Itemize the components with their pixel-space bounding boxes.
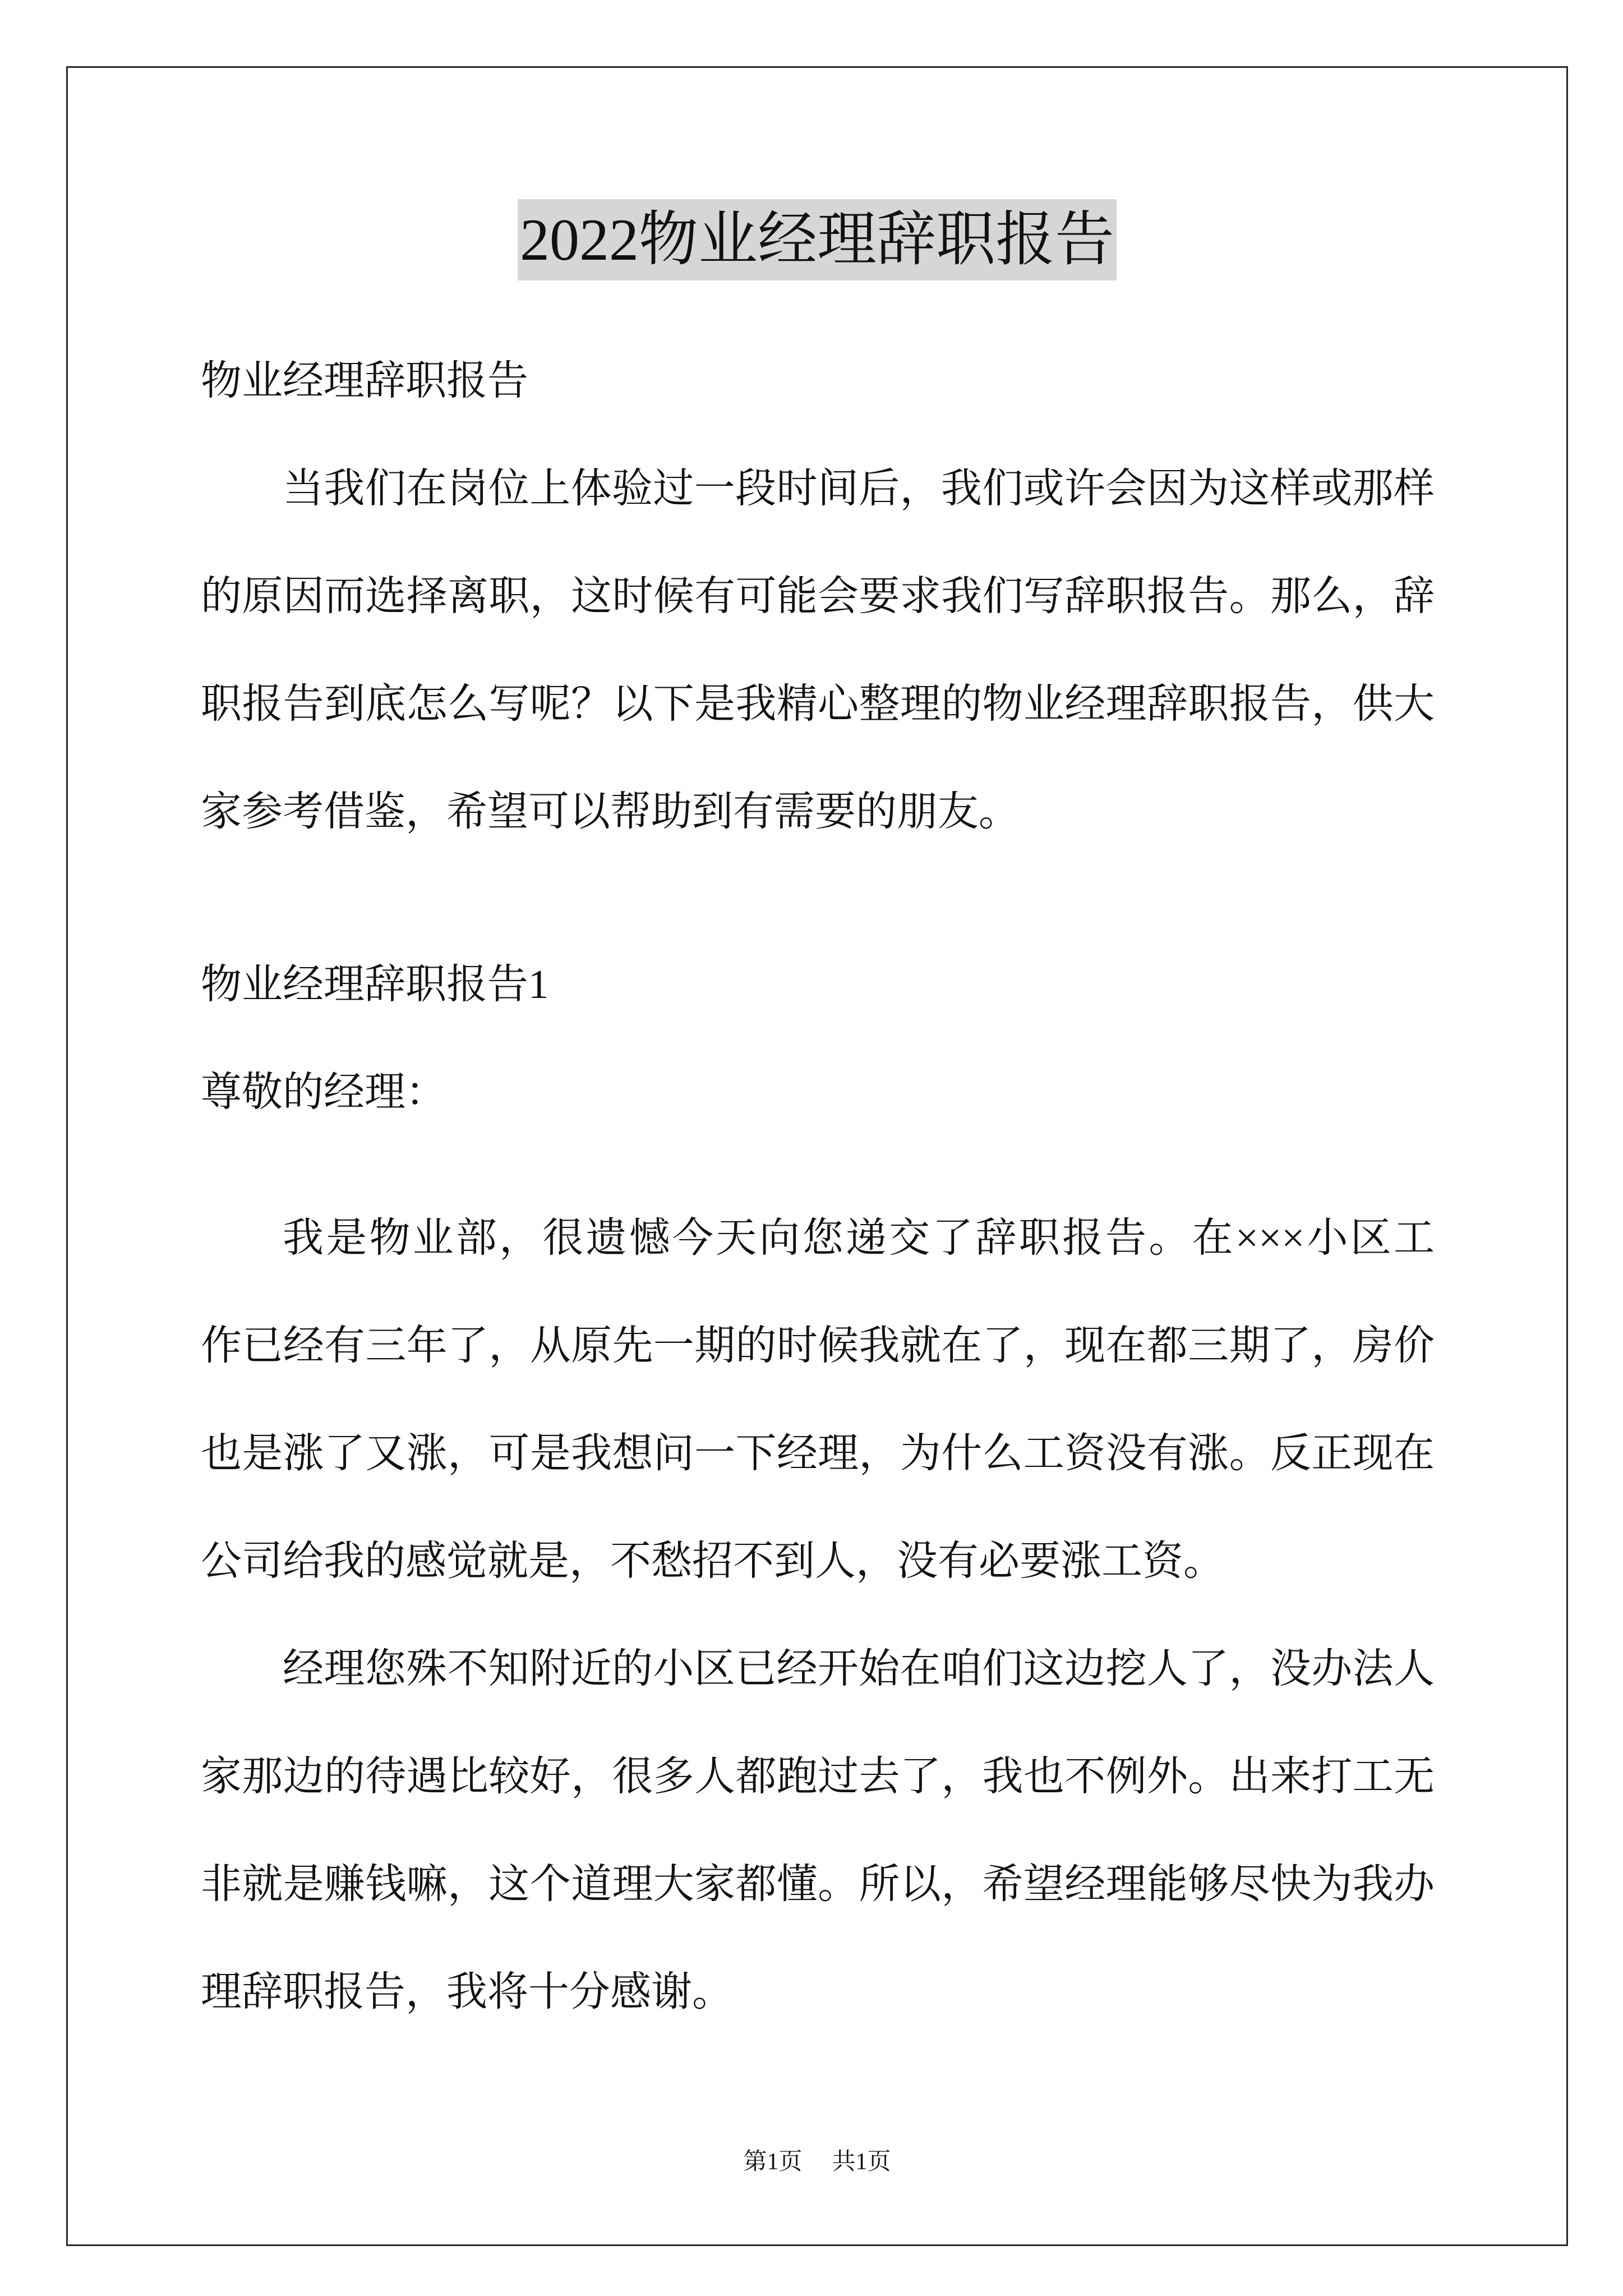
intro-heading: 物业经理辞职报告 — [201, 358, 528, 403]
document-title: 2022物业经理辞职报告 — [518, 199, 1117, 280]
paragraph-line: 家参考借鉴，希望可以帮助到有需要的朋友。 — [201, 789, 1020, 834]
page-footer — [66, 2145, 1568, 2179]
salutation: 尊敬的经理： — [201, 1069, 446, 1115]
intro-paragraph — [201, 435, 1435, 866]
letter-heading-block — [201, 931, 1435, 1038]
letter-paragraph-2 — [201, 1615, 1435, 2046]
paragraph-line: 经理您殊不知附近的小区已经开始在咱们这边挖人了，没办法人 — [283, 1646, 1435, 1691]
paragraph-line: 公司给我的感觉就是，不愁招不到人，没有必要涨工资。 — [201, 1538, 1224, 1584]
paragraph-line: 作已经有三年了，从原先一期的时候我就在了，现在都三期了，房价 — [201, 1323, 1435, 1368]
section-heading: 物业经理辞职报告1 — [201, 961, 549, 1007]
page-total: 共1页 — [832, 2149, 891, 2175]
salutation-block — [201, 1038, 1435, 1146]
paragraph-line: 理辞职报告，我将十分感谢。 — [201, 1969, 733, 2014]
title-area — [66, 199, 1568, 280]
paragraph-line: 当我们在岗位上体验过一段时间后，我们或许会因为这样或那样 — [283, 466, 1435, 511]
page-number: 第1页 — [743, 2149, 803, 2175]
paragraph-line: 我是物业部，很遗憾今天向您递交了辞职报告。在×××小区工 — [283, 1215, 1435, 1260]
paragraph-line: 家那边的待遇比较好，很多人都跑过去了，我也不例外。出来打工无 — [201, 1754, 1435, 1799]
paragraph-line: 职报告到底怎么写呢？以下是我精心整理的物业经理辞职报告，供大 — [201, 681, 1435, 726]
paragraph-line: 非就是赚钱嘛，这个道理大家都懂。所以，希望经理能够尽快为我办 — [201, 1861, 1435, 1907]
letter-paragraph-1 — [201, 1184, 1435, 1615]
paragraph-line: 的原因而选择离职，这时候有可能会要求我们写辞职报告。那么，辞 — [201, 573, 1435, 619]
intro-heading-block — [201, 327, 1435, 435]
paragraph-line: 也是涨了又涨，可是我想问一下经理，为什么工资没有涨。反正现在 — [201, 1430, 1435, 1476]
